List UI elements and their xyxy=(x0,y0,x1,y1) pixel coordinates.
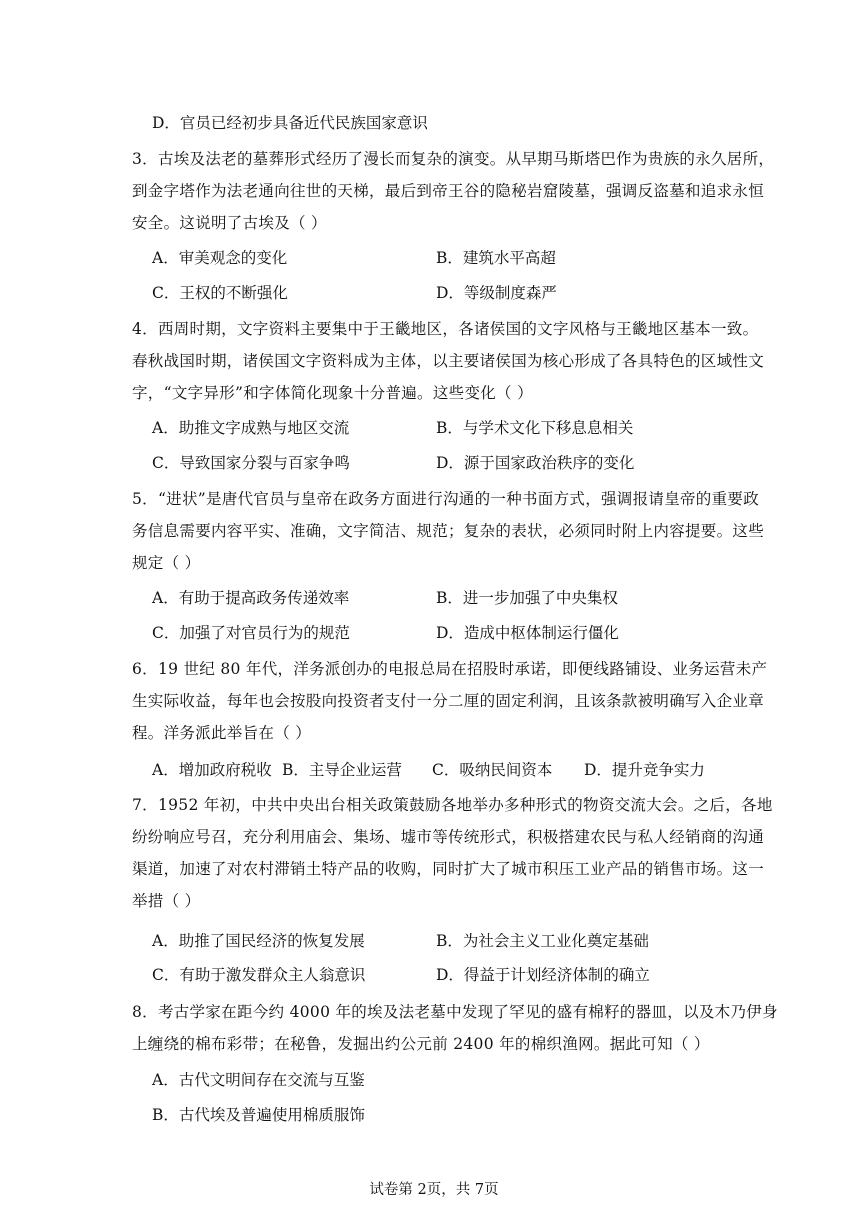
q4-stem-line-1: 4．西周时期，文字资料主要集中于王畿地区，各诸侯国的文字风格与王畿地区基本一致。 xyxy=(132,320,759,338)
q8-option-b: B．古代埃及普遍使用棉质服饰 xyxy=(152,1106,365,1124)
q7-stem-line-4: 举措（ ） xyxy=(132,892,201,910)
q6-stem-line-2: 生实际收益，每年也会按股向投资者支付一分二厘的固定利润，且该条款被明确写入企业章 xyxy=(132,692,765,710)
q7-option-d: D．得益于计划经济体制的确立 xyxy=(436,966,650,984)
q8-stem-line-1: 8．考古学家在距今约 4000 年的埃及法老墓中发现了罕见的盛有棉籽的器皿，以及木乃伊身 xyxy=(132,1003,778,1021)
q6-option-c: C．吸纳民间资本 xyxy=(432,761,553,779)
q5-option-a: A．有助于提高政务传递效率 xyxy=(152,589,350,607)
q5-option-c: C．加强了对官员行为的规范 xyxy=(152,624,350,642)
q4-option-b: B．与学术文化下移息息相关 xyxy=(436,419,634,437)
q7-stem-line-1: 7．1952 年初，中共中央出台相关政策鼓励各地举办多种形式的物资交流大会。之后，各地 xyxy=(132,796,773,814)
q3-stem-line-2: 到金字塔作为法老通向往世的天梯，最后到帝王谷的隐秘岩窟陵墓，强调反盗墓和追求永恒 xyxy=(132,182,765,200)
q7-stem-line-3: 渠道，加速了对农村滞销土特产品的收购，同时扩大了城市积压工业产品的销售市场。这一 xyxy=(132,860,765,878)
q3-option-a: A．审美观念的变化 xyxy=(152,249,288,267)
q5-option-b: B．进一步加强了中央集权 xyxy=(436,589,618,607)
q7-stem-line-2: 纷纷响应号召，充分利用庙会、集场、墟市等传统形式，积极搭建农民与私人经销商的沟通 xyxy=(132,828,765,846)
q4-stem-line-3: 字，“文字异形”和字体简化现象十分普遍。这些变化（ ） xyxy=(132,384,533,402)
q3-option-d: D．等级制度森严 xyxy=(436,284,557,302)
q7-option-a: A．助推了国民经济的恢复发展 xyxy=(152,932,365,950)
q3-stem-line-1: 3．古埃及法老的墓葬形式经历了漫长而复杂的演变。从早期马斯塔巴作为贵族的永久居所， xyxy=(132,150,775,168)
q6-option-d: D．提升竞争实力 xyxy=(584,761,705,779)
q6-stem-line-3: 程。洋务派此举旨在（ ） xyxy=(132,724,312,742)
q6-option-a: A．增加政府税收 xyxy=(152,761,272,779)
page-footer: 试卷第 2页，共 7页 xyxy=(369,1182,499,1198)
q2-option-d: D．官员已经初步具备近代民族国家意识 xyxy=(152,114,428,132)
q6-stem-line-1: 6．19 世纪 80 年代，洋务派创办的电报总局在招股时承诺，即便线路铺设、业务运营未产 xyxy=(132,660,768,678)
q4-option-c: C．导致国家分裂与百家争鸣 xyxy=(152,454,350,472)
q6-option-b: B．主导企业运营 xyxy=(282,761,402,779)
q3-option-c: C．王权的不断强化 xyxy=(152,284,288,302)
q4-option-d: D．源于国家政治秩序的变化 xyxy=(436,454,635,472)
q5-stem-line-3: 规定（ ） xyxy=(132,554,201,572)
q5-stem-line-2: 务信息需要内容平实、准确，文字简洁、规范；复杂的表状，必须同时附上内容提要。这些 xyxy=(132,522,765,540)
q5-stem-line-1: 5．“进状”是唐代官员与皇帝在政务方面进行沟通的一种书面方式，强调报请皇帝的重要政 xyxy=(132,490,760,508)
q3-stem-line-3: 安全。这说明了古埃及（ ） xyxy=(132,214,327,232)
q6-options-row xyxy=(152,759,705,781)
q4-option-a: A．助推文字成熟与地区交流 xyxy=(152,419,350,437)
q4-stem-line-2: 春秋战国时期，诸侯国文字资料成为主体，以主要诸侯国为核心形成了各具特色的区域性文 xyxy=(132,352,765,370)
q8-stem-line-2: 上缠绕的棉布彩带；在秘鲁，发掘出约公元前 2400 年的棉织渔网。据此可知（ ） xyxy=(132,1035,710,1053)
q8-option-a: A．古代文明间存在交流与互鉴 xyxy=(152,1071,365,1089)
q3-option-b: B．建筑水平高超 xyxy=(436,249,556,267)
q5-option-d: D．造成中枢体制运行僵化 xyxy=(436,624,619,642)
q7-option-b: B．为社会主义工业化奠定基础 xyxy=(436,932,649,950)
q7-option-c: C．有助于激发群众主人翁意识 xyxy=(152,966,366,984)
